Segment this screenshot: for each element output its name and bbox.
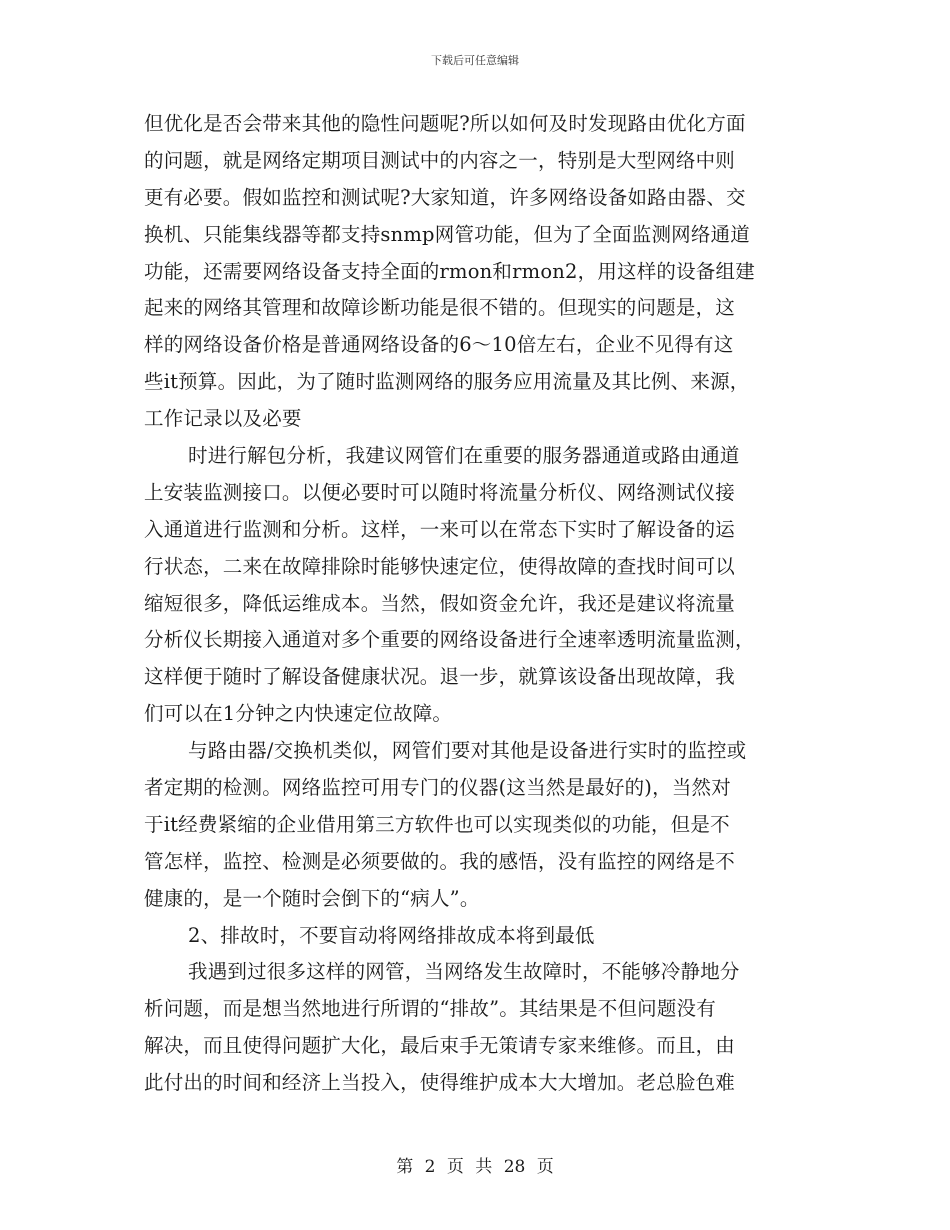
text-line: 些it预算。因此，为了随时监测网络的服务应用流量及其比例、来源， xyxy=(144,370,750,394)
text-line: 样的网络设备价格是普通网络设备的6～10倍左右，企业不见得有这 xyxy=(144,333,734,357)
text-line: 管怎样，监控、检测是必须要做的。我的感悟，没有监控的网络是不 xyxy=(144,849,736,873)
text-line: 这样便于随时了解设备健康状况。退一步，就算该设备出现故障，我 xyxy=(144,665,736,689)
text-line: 者定期的检测。网络监控可用专门的仪器(这当然是最好的)，当然对 xyxy=(144,776,731,800)
text-line: 缩短很多，降低运维成本。当然，假如资金允许，我还是建议将流量 xyxy=(144,591,736,615)
text-line: 工作记录以及必要 xyxy=(144,407,302,431)
text-line: 们可以在1分钟之内快速定位故障。 xyxy=(144,702,453,726)
text-line: 析问题，而是想当然地进行所谓的“排故”。其结果是不但问题没有 xyxy=(144,997,716,1021)
text-line: 换机、只能集线器等都支持snmp网管功能，但为了全面监测网络通道 xyxy=(144,222,750,246)
text-line: 行状态，二来在故障排除时能够快速定位，使得故障的查找时间可以 xyxy=(144,554,736,578)
page-header: 下载后可任意编辑 xyxy=(431,54,519,67)
text-line: 功能，还需要网络设备支持全面的rmon和rmon2，用这样的设备组建 xyxy=(144,259,755,283)
text-line: 2、排故时，不要盲动将网络排故成本将到最低 xyxy=(188,923,595,947)
text-line: 此付出的时间和经济上当投入，使得维护成本大大增加。老总脸色难 xyxy=(144,1071,736,1095)
text-line: 与路由器/交换机类似，网管们要对其他是设备进行实时的监控或 xyxy=(188,739,747,763)
text-line: 更有必要。假如监控和测试呢?大家知道，许多网络设备如路由器、交 xyxy=(144,185,746,209)
text-line: 于it经费紧缩的企业借用第三方软件也可以实现类似的功能，但是不 xyxy=(144,812,730,836)
document-body xyxy=(144,106,812,1102)
text-line: 时进行解包分析，我建议网管们在重要的服务器通道或路由通道 xyxy=(188,444,740,468)
page-footer: 第 2 页 共 28 页 xyxy=(396,1157,554,1177)
text-line: 上安装监测接口。以便必要时可以随时将流量分析仪、网络测试仪接 xyxy=(144,480,736,504)
text-line: 我遇到过很多这样的网管，当网络发生故障时，不能够冷静地分 xyxy=(188,960,740,984)
text-line: 入通道进行监测和分析。这样，一来可以在常态下实时了解设备的运 xyxy=(144,517,736,541)
text-line: 健康的，是一个随时会倒下的“病人”。 xyxy=(144,886,480,910)
text-line: 但优化是否会带来其他的隐性问题呢?所以如何及时发现路由优化方面 xyxy=(144,112,746,135)
text-line: 分析仪长期接入通道对多个重要的网络设备进行全速率透明流量监测， xyxy=(144,628,755,652)
text-line: 的问题，就是网络定期项目测试中的内容之一，特别是大型网络中则 xyxy=(144,148,736,172)
text-line: 起来的网络其管理和故障诊断功能是很不错的。但现实的问题是，这 xyxy=(144,296,736,320)
text-line: 解决，而且使得问题扩大化，最后束手无策请专家来维修。而且，由 xyxy=(144,1034,736,1058)
